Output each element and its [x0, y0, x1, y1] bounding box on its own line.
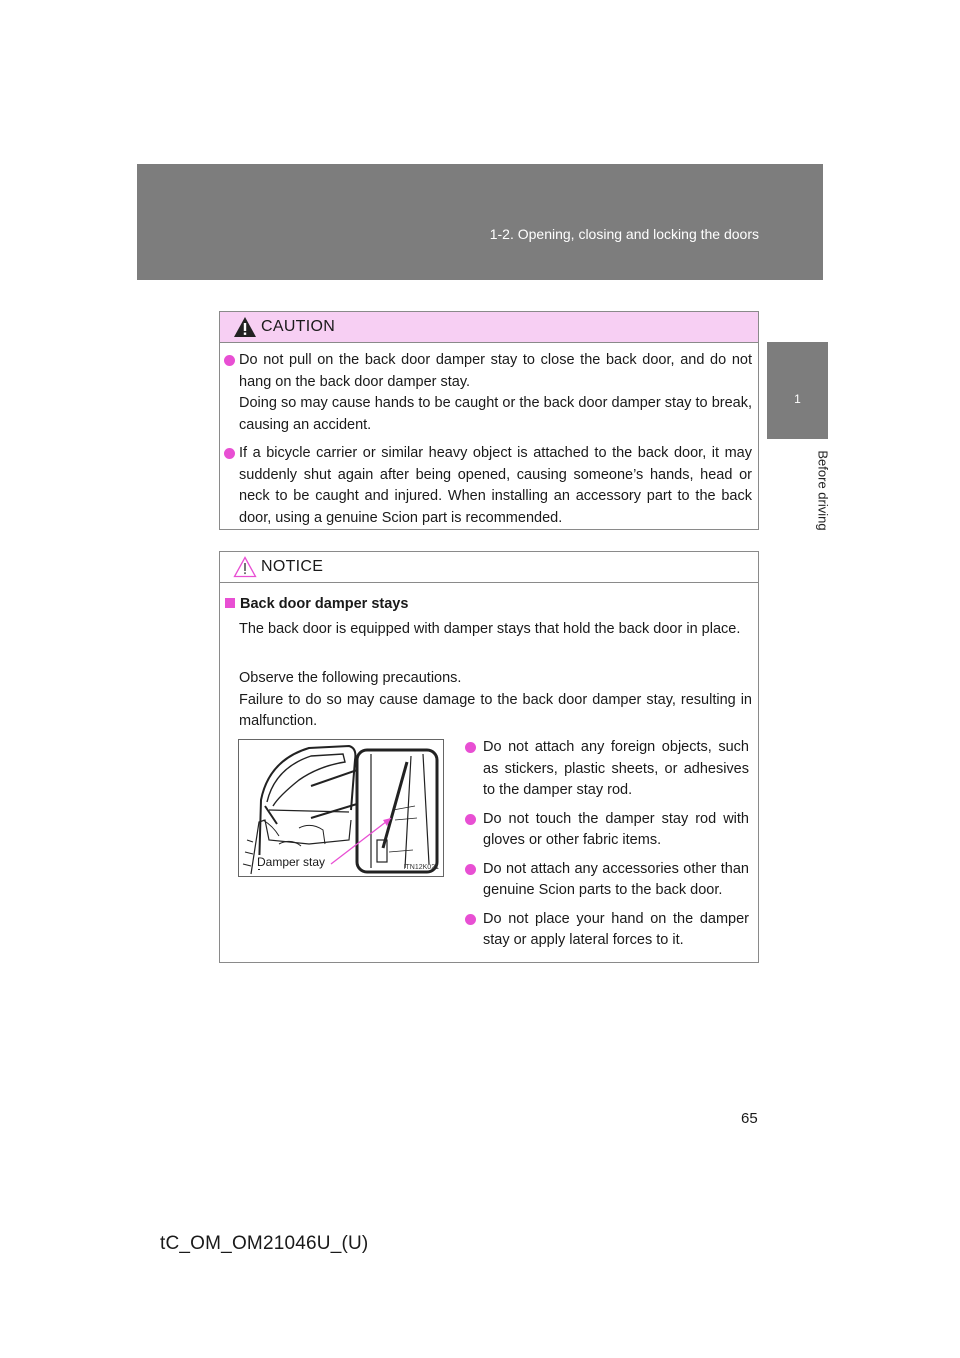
- chapter-label: [797, 445, 831, 545]
- list-item: [224, 443, 752, 529]
- notice-paragraph: The back door is equipped with damper stays that hold the back door in place.: [239, 621, 741, 637]
- notice-paragraph-line: Failure to do so may cause damage to the back door damper stay, resulting in malfunction.: [239, 691, 752, 729]
- warning-outline-icon: [233, 556, 257, 578]
- chapter-number: 1: [794, 392, 801, 406]
- list-item: [465, 909, 749, 952]
- notice-list: [465, 737, 749, 959]
- caution-item-text: Doing so may cause hands to be caught or the back door damper stay to break, causing an accident.: [239, 395, 752, 433]
- list-item: [465, 859, 749, 902]
- section-title: 1-2. Opening, closing and locking the doors: [489, 226, 759, 242]
- bullet-dot-icon: [465, 814, 476, 825]
- caution-box: [219, 311, 759, 530]
- page-number: 65: [741, 1110, 758, 1127]
- notice-item-text: Do not attach any foreign objects, such as stickers, plastic sheets, or adhesives to the damper stay rod.: [483, 739, 749, 798]
- caution-item-text: Do not pull on the back door damper stay to close the back door, and do not hang on the back door damper stay.: [239, 352, 752, 390]
- notice-box: [219, 551, 759, 963]
- figure-code: ITN12K021: [403, 864, 439, 871]
- caution-item-text: If a bicycle carrier or similar heavy object is attached to the back door, it may suddenly shut again after being opened, causing someone’s hands, head or neck to be caught and injured. When installing an accessory part to the back door, using a genuine Scion part is recommended.: [239, 445, 752, 526]
- list-item: [465, 809, 749, 852]
- notice-item-text: Do not attach any accessories other than genuine Scion parts to the back door.: [483, 860, 749, 898]
- bullet-dot-icon: [224, 355, 235, 366]
- damper-stay-figure: [238, 739, 444, 877]
- warning-icon: [233, 316, 257, 338]
- bullet-dot-icon: [465, 914, 476, 925]
- bullet-dot-icon: [465, 864, 476, 875]
- caution-header: [220, 312, 758, 343]
- caution-list: [220, 350, 758, 536]
- list-item: [465, 737, 749, 802]
- square-bullet-icon: [225, 598, 235, 608]
- notice-item-text: Do not place your hand on the damper stay or apply lateral forces to it.: [483, 910, 749, 948]
- notice-item-text: Do not touch the damper stay rod with gloves or other fabric items.: [483, 810, 749, 848]
- list-item: [224, 350, 752, 436]
- notice-subheading: [225, 596, 408, 612]
- notice-paragraph: [239, 668, 752, 733]
- notice-title: NOTICE: [261, 558, 324, 575]
- notice-paragraph-line: Observe the following precautions.: [239, 670, 462, 686]
- chapter-label-text: Before driving: [815, 450, 831, 531]
- figure-label: Damper stay: [257, 855, 326, 869]
- caution-title: CAUTION: [261, 318, 336, 335]
- chapter-tab[interactable]: [767, 342, 828, 439]
- header-band: [137, 164, 823, 280]
- bullet-dot-icon: [224, 448, 235, 459]
- notice-header: [220, 552, 758, 583]
- bullet-dot-icon: [465, 742, 476, 753]
- document-code: tC_OM_OM21046U_(U): [160, 1233, 369, 1254]
- notice-subheading-text: Back door damper stays: [240, 596, 409, 612]
